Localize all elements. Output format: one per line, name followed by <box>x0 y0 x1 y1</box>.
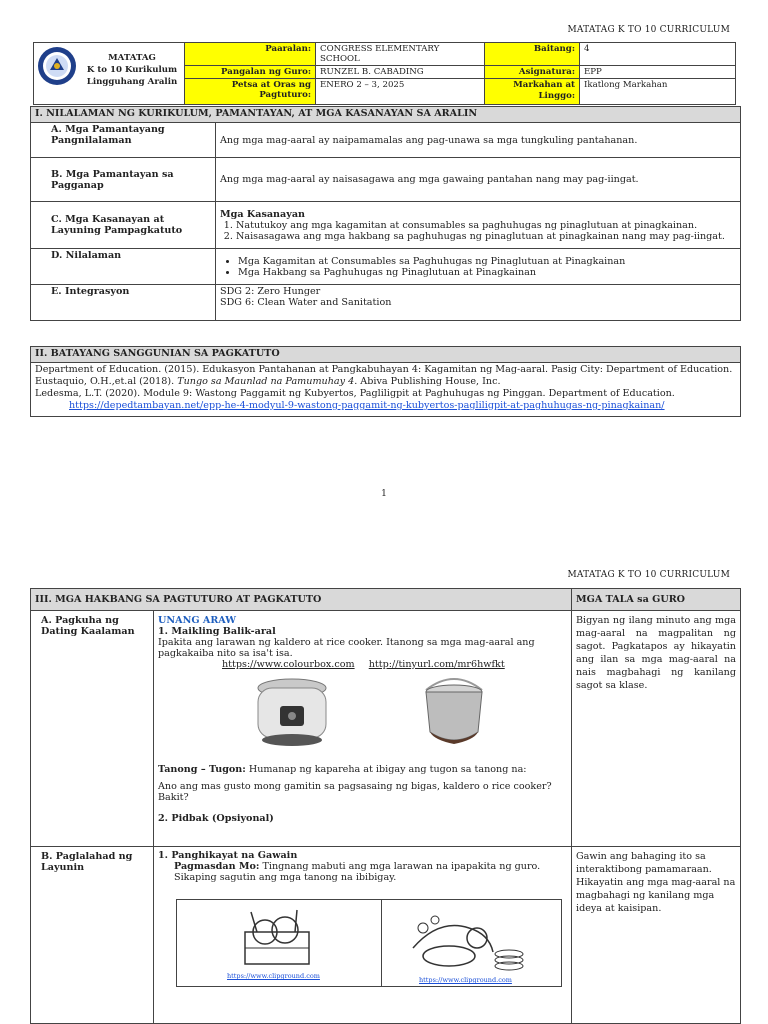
b-paglalahad-label: B. Paglalahad ng Layunin <box>31 847 154 1024</box>
petsa-value: ENERO 2 – 3, 2025 <box>316 79 485 105</box>
header-title-2: K to 10 Kurikulum <box>86 65 178 75</box>
baitang-value: 4 <box>580 43 736 66</box>
tanong-label: Tanong – Tugon: <box>158 764 246 775</box>
reference-2 <box>35 376 736 388</box>
curriculum-header-page2: MATATAG K TO 10 CURRICULUM <box>567 570 730 580</box>
reference-2-publisher: Abiva Publishing House, Inc. <box>357 376 501 387</box>
pidbak: 2. Pidbak (Opsiyonal) <box>158 813 274 824</box>
b-pagganap-text: Ang mga mag-aaral ay naisasagawa ang mga gawaing pantahan nang may pag-iingat. <box>216 158 741 202</box>
reference-3-link[interactable]: https://depedtambayan.net/epp-he-4-modyul-9-wastong-paggamit-ng-kubyertos-pagliligpit-at-paghuhugas-ng-pinagkainan/ <box>69 400 665 411</box>
asignatura-value: EPP <box>580 66 736 79</box>
panghikayat: 1. Panghikayat na Gawain <box>158 850 298 861</box>
paaralan-value: CONGRESS ELEMENTARY SCHOOL <box>316 43 485 66</box>
section2-title: II. BATAYANG SANGGUNIAN SA PAGKATUTO <box>31 347 741 363</box>
d-nilalaman-label: D. Nilalaman <box>31 249 216 285</box>
deped-seal-icon <box>37 46 77 86</box>
images-row <box>158 670 567 762</box>
dish-rack-icon <box>237 902 317 970</box>
school-info-table <box>33 42 736 105</box>
unang-araw: UNANG ARAW <box>158 615 237 626</box>
page-number: 1 <box>381 489 387 499</box>
d-item-2: • Mga Hakbang sa Paghuhugas ng Pinaglutuan at Pinagkainan <box>238 267 736 278</box>
a-pagkuha-label: A. Pagkuha ng Dating Kaalaman <box>31 611 154 847</box>
maikling-text: Ipakita ang larawan ng kaldero at rice cooker. Itanong sa mga mag-aaral ang pagkakaiba nito sa isa't isa. <box>158 637 535 659</box>
d-nilalaman-cell <box>216 249 741 285</box>
e-item-2: SDG 6: Clean Water and Sanitation <box>220 297 392 308</box>
clipground-link-2[interactable]: https://www.clipground.com <box>419 976 512 984</box>
e-integrasyon-cell <box>216 285 741 321</box>
c-kasanayan-label: C. Mga Kasanayan at Layuning Pampagkatuto <box>31 202 216 249</box>
header-title-1: MATATAG <box>108 53 156 63</box>
rice-cooker-icon <box>252 676 332 752</box>
section1-table <box>30 106 741 321</box>
washing-dishes-icon <box>409 908 529 974</box>
question: Ano ang mas gusto mong gamitin sa pagsasaing ng bigas, kaldero o rice cooker? Bakit? <box>158 781 552 803</box>
pagmasdan <box>158 861 567 883</box>
section1-title <box>31 107 741 123</box>
reference-1: Department of Education. (2015). Edukasyon Pantahanan at Pangkabuhayan 4: Kagamitan ng Mag-aaral. Pasig City: Department of Education. <box>35 364 733 375</box>
reference-2-title: Tungo sa Maunlad na Pamumuhay 4. <box>177 376 358 387</box>
tinyurl-link[interactable]: http://tinyurl.com/mr6hwfkt <box>368 659 505 670</box>
c-kasanayan-heading: Mga Kasanayan <box>220 208 306 220</box>
maikling-balik-aral: 1. Maikling Balik-aral <box>158 626 276 637</box>
guro-label: Pangalan ng Guro: <box>185 66 316 79</box>
c-kasanayan-cell <box>216 202 741 249</box>
markahan-value: Ikatlong Markahan <box>580 79 736 105</box>
b-paglalahad-content <box>154 847 572 1024</box>
a-pamantayang-text: Ang mga mag-aaral ay naipamamalas ang pag-unawa sa mga tungkuling pantahanan. <box>216 123 741 158</box>
tanong-text: Humanap ng kapareha at ibigay ang tugon sa tanong na: <box>245 764 527 775</box>
logo-cell <box>34 43 185 105</box>
header-title-3: Lingguhang Aralin <box>86 77 178 87</box>
e-integrasyon-label: E. Integrasyon <box>31 285 216 321</box>
b-pagganap-label: B. Mga Pamantayan sa Pagganap <box>31 158 216 202</box>
a-pagkuha-content <box>154 611 572 847</box>
kaldero-pot-icon <box>414 674 494 750</box>
markahan-label: Markahan at Linggo: <box>485 79 580 105</box>
paaralan-label: Paaralan: <box>185 43 316 66</box>
petsa-label: Petsa at Oras ng Pagtuturo: <box>185 79 316 105</box>
clipart-box <box>176 899 562 987</box>
reference-2-author: Eustaquio, O.H.,et.al (2018). <box>35 376 178 387</box>
e-item-1: SDG 2: Zero Hunger <box>220 286 321 297</box>
d-item-1: • Mga Kagamitan at Consumables sa Paghuhugas ng Pinaglutuan at Pinagkainan <box>238 256 736 267</box>
clipground-link-1[interactable]: https://www.clipground.com <box>227 972 320 980</box>
pagmasdan-text: Tingnang mabuti ang mga larawan na ipapakita ng guro. Sikaping sagutin ang mga tanong na ibibigay. <box>174 861 541 883</box>
section3-table <box>30 588 741 1024</box>
a-pamantayang-label: A. Mga Pamantayang Pangnilalaman <box>31 123 216 158</box>
references-cell <box>31 363 741 417</box>
c-item-1: 1. Natutukoy ang mga kagamitan at consumables sa paghuhugas ng pinaglutuan at pinagkainan. <box>236 220 736 231</box>
tanong-tugon <box>158 764 567 775</box>
section2-table <box>30 346 741 417</box>
note-a: Bigyan ng ilang minuto ang mga mag-aaral na magpalitan ng sagot. Pagkatapos ay hikayatin ang ilan sa mga mag-aaral na nais magbahagi ng kanilang sagot sa klase. <box>572 611 741 847</box>
section3-title: III. MGA HAKBANG SA PAGTUTURO AT PAGKATUTO <box>31 589 572 611</box>
asignatura-label: Asignatura: <box>485 66 580 79</box>
baitang-label: Baitang: <box>485 43 580 66</box>
reference-3: Ledesma, L.T. (2020). Module 9: Wastong Paggamit ng Kubyertos, Pagliligpit at Paghuhugas ng Pinggan. Department of Education. <box>35 388 675 399</box>
clipart-divider <box>381 900 382 986</box>
note-b: Gawin ang bahaging ito sa interaktibong pamamaraan. Hikayatin ang mga mag-aaral na magbahagi ng kanilang mga ideya at kaisipan. <box>572 847 741 1024</box>
notes-title: MGA TALA sa GURO <box>572 589 741 611</box>
pagmasdan-label: Pagmasdan Mo: <box>174 861 260 872</box>
colourbox-link[interactable]: https://www.colourbox.com <box>222 659 355 670</box>
guro-value: RUNZEL B. CABADING <box>316 66 485 79</box>
c-item-2: 2. Naisasagawa ang mga hakbang sa paghuhugas ng pinaglutuan at pinagkainan nang may pag-iingat. <box>236 231 736 242</box>
curriculum-header: MATATAG K TO 10 CURRICULUM <box>567 25 730 35</box>
section1-title-text: I. NILALAMAN NG KURIKULUM, PAMANTAYAN, AT MGA KASANAYAN SA ARALIN <box>35 108 478 119</box>
